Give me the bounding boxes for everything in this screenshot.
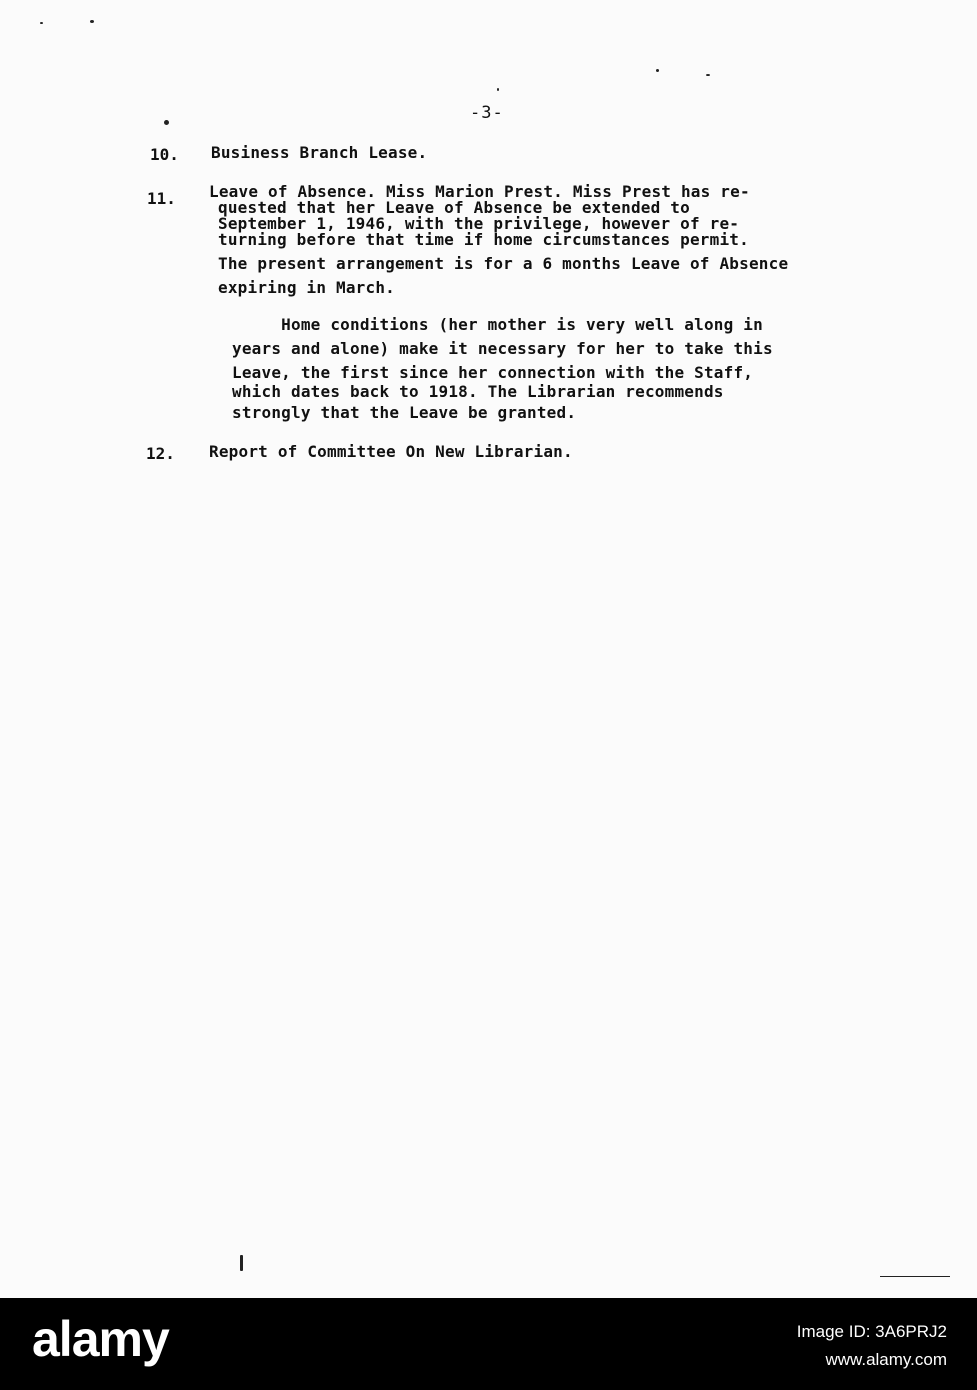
item-number: 11. xyxy=(147,189,176,208)
item-text-line: expiring in March. xyxy=(218,278,395,297)
item-text-line: September 1, 1946, with the privilege, however of re- xyxy=(218,214,740,233)
item-text-line: which dates back to 1918. The Librarian recommends xyxy=(232,382,724,401)
item-text-line: strongly that the Leave be granted. xyxy=(232,403,577,422)
scan-speck xyxy=(90,20,94,23)
item-text-line: Home conditions (her mother is very well along in xyxy=(232,315,763,334)
scan-speck xyxy=(40,22,43,24)
item-text-line: Leave, the first since her connection with the Staff, xyxy=(232,363,754,382)
scan-speck xyxy=(656,69,659,72)
item-text-line: years and alone) make it necessary for her to take this xyxy=(232,339,773,358)
image-id: Image ID: 3A6PRJ2 xyxy=(796,1322,947,1341)
brand-logo: alamy xyxy=(32,1311,169,1367)
item-number: 12. xyxy=(146,444,175,463)
item-text-line: Report of Committee On New Librarian. xyxy=(209,442,573,461)
item-text-line: turning before that time if home circumstances permit. xyxy=(218,230,749,249)
item-text-line: quested that her Leave of Absence be extended to xyxy=(218,198,690,217)
scan-speck xyxy=(880,1276,950,1277)
item-number: 10. xyxy=(150,145,179,164)
page-number: -3- xyxy=(470,103,504,123)
site-url: www.alamy.com xyxy=(825,1350,947,1369)
item-text-line: Business Branch Lease. xyxy=(211,143,428,162)
scan-speck xyxy=(706,74,710,76)
scan-speck xyxy=(240,1255,243,1271)
item-text-line: Leave of Absence. Miss Marion Prest. Miss Prest has re- xyxy=(209,182,750,201)
scan-speck xyxy=(164,120,169,125)
scan-speck xyxy=(497,88,499,91)
item-text-line: The present arrangement is for a 6 months Leave of Absence xyxy=(218,254,789,273)
